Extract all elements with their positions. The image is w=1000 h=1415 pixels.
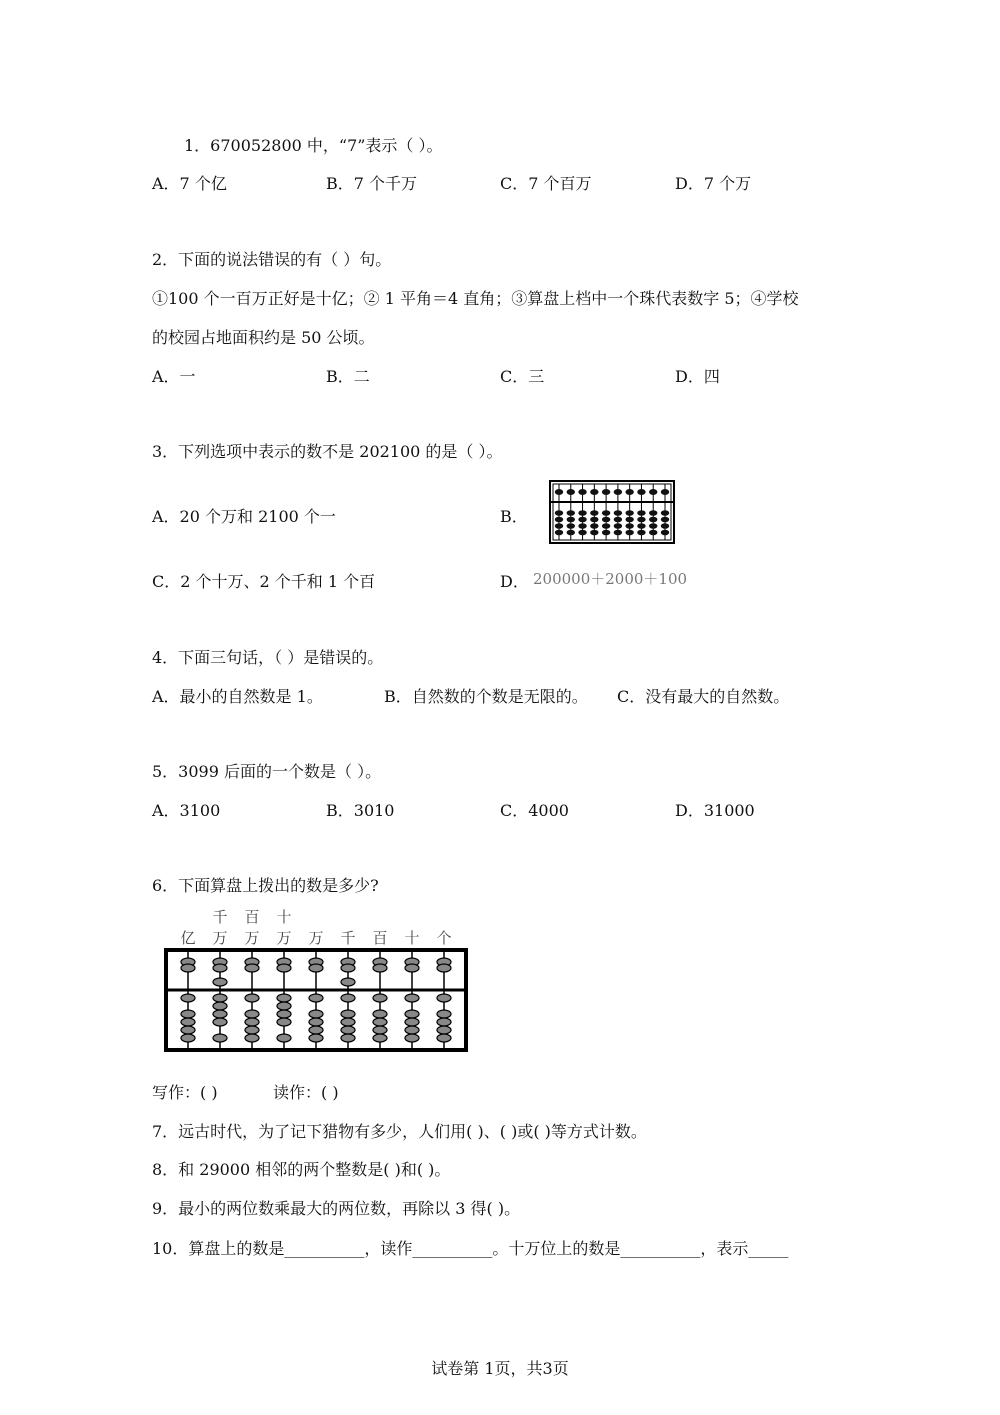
abacus-lower-bead: [405, 1034, 419, 1042]
q6-stem: 6．下面算盘上拨出的数是多少?: [152, 876, 379, 895]
abacus-upper-bead: [637, 489, 645, 495]
abacus-lower-bead: [309, 994, 323, 1002]
q3-stem: 3．下列选项中表示的数不是 202100 的是（ ）。: [152, 442, 503, 461]
abacus-lower-bead: [578, 523, 586, 529]
abacus-lower-bead: [437, 1010, 451, 1018]
abacus-lower-bead: [437, 1026, 451, 1034]
abacus-lower-bead: [309, 1034, 323, 1042]
abacus-place-label: 个: [436, 929, 452, 947]
abacus-upper-bead: [245, 964, 259, 972]
abacus-place-label: 十: [404, 929, 420, 947]
abacus-upper-bead: [341, 964, 355, 972]
q10-text: 10．算盘上的数是__________，读作__________。十万位上的数是__________，表示_____: [152, 1239, 789, 1258]
abacus-lower-bead: [590, 517, 598, 523]
q3-option-d-expression: 200000＋2000＋100: [533, 570, 688, 588]
q5-option-b[interactable]: B．3010: [326, 801, 395, 820]
q2-stem: 2．下面的说法错误的有（ ）句。: [152, 250, 392, 269]
abacus-lower-bead: [245, 1010, 259, 1018]
abacus-lower-bead: [181, 994, 195, 1002]
q2-option-c[interactable]: C．三: [500, 367, 545, 386]
q4-stem: 4．下面三句话，（ ）是错误的。: [152, 648, 384, 667]
abacus-upper-bead: [625, 489, 633, 495]
abacus-lower-bead: [245, 1026, 259, 1034]
abacus-place-label: 千: [340, 929, 356, 947]
abacus-lower-bead: [405, 1026, 419, 1034]
abacus-place-label-top: 十: [276, 908, 292, 926]
abacus-lower-bead: [649, 523, 657, 529]
abacus-lower-bead: [437, 1018, 451, 1026]
abacus-place-label: 万: [212, 929, 228, 947]
abacus-lower-bead: [405, 1010, 419, 1018]
q5-option-d[interactable]: D．31000: [675, 801, 755, 820]
abacus-lower-bead: [181, 1010, 195, 1018]
q3-abacus-image: [549, 480, 675, 544]
abacus-lower-bead: [181, 1018, 195, 1026]
q1-stem: 1．670052800 中，“7”表示（ ）。: [184, 136, 443, 155]
abacus-upper-bead: [555, 489, 563, 495]
q6-read-answer[interactable]: 读作：( ): [273, 1083, 339, 1102]
q5-option-c[interactable]: C．4000: [500, 801, 569, 820]
abacus-upper-bead: [181, 964, 195, 972]
abacus-lower-bead: [555, 530, 563, 536]
abacus-lower-bead: [277, 1010, 291, 1018]
abacus-lower-bead: [373, 1026, 387, 1034]
abacus-lower-bead: [437, 994, 451, 1002]
abacus-lower-bead: [555, 523, 563, 529]
abacus-lower-bead: [567, 517, 575, 523]
q1-option-d[interactable]: D．7 个万: [675, 174, 752, 193]
abacus-place-label-top: 百: [244, 908, 260, 926]
abacus-upper-bead: [567, 489, 575, 495]
abacus-lower-bead: [341, 1018, 355, 1026]
abacus-lower-bead: [625, 523, 633, 529]
abacus-lower-bead: [590, 523, 598, 529]
abacus-lower-bead: [405, 1018, 419, 1026]
q4-option-a[interactable]: A．最小的自然数是 1。: [152, 687, 323, 706]
abacus-lower-bead: [637, 510, 645, 516]
abacus-lower-bead: [625, 510, 633, 516]
q4-option-c[interactable]: C．没有最大的自然数。: [617, 687, 790, 706]
q3-option-b[interactable]: B．: [500, 507, 528, 526]
abacus-place-label: 亿: [180, 929, 196, 947]
abacus-lower-bead: [649, 530, 657, 536]
abacus-upper-bead: [614, 489, 622, 495]
abacus-lower-bead: [245, 1034, 259, 1042]
abacus-lower-bead: [245, 994, 259, 1002]
abacus-upper-bead: [309, 964, 323, 972]
abacus-place-label: 万: [276, 929, 292, 947]
abacus-lower-bead: [405, 994, 419, 1002]
q1-option-b[interactable]: B．7 个千万: [326, 174, 418, 193]
abacus-lower-bead: [341, 1010, 355, 1018]
abacus-lower-bead: [567, 510, 575, 516]
abacus-lower-bead: [590, 510, 598, 516]
abacus-upper-bead: [277, 964, 291, 972]
abacus-upper-bead: [661, 489, 669, 495]
abacus-small-icon: [549, 480, 675, 544]
abacus-lower-bead: [277, 1018, 291, 1026]
q6-abacus-figure: [150, 906, 480, 1056]
abacus-lower-bead: [213, 1002, 227, 1010]
q5-option-a[interactable]: A．3100: [152, 801, 221, 820]
abacus-upper-bead: [578, 489, 586, 495]
abacus-lower-bead: [373, 1018, 387, 1026]
page-footer: 试卷第 1页，共3页: [431, 1359, 569, 1378]
abacus-place-label: 万: [244, 929, 260, 947]
abacus-upper-bead: [213, 964, 227, 972]
abacus-upper-bead: [649, 489, 657, 495]
abacus-lower-bead: [437, 1034, 451, 1042]
q2-option-a[interactable]: A．一: [152, 367, 196, 386]
abacus-lower-bead: [661, 517, 669, 523]
abacus-lower-bead: [555, 517, 563, 523]
abacus-lower-bead: [309, 1010, 323, 1018]
abacus-lower-bead: [213, 1018, 227, 1026]
abacus-lower-bead: [661, 510, 669, 516]
abacus-lower-bead: [614, 517, 622, 523]
abacus-place-label-top: 千: [212, 908, 228, 926]
abacus-place-label: 百: [372, 929, 388, 947]
abacus-large-icon: [150, 906, 480, 1056]
q1-option-a[interactable]: A．7 个亿: [152, 174, 227, 193]
abacus-lower-bead: [637, 523, 645, 529]
abacus-upper-bead: [405, 964, 419, 972]
abacus-lower-bead: [614, 530, 622, 536]
abacus-lower-bead: [245, 1018, 259, 1026]
q3-option-a[interactable]: A．20 个万和 2100 个一: [152, 507, 336, 526]
abacus-lower-bead: [602, 530, 610, 536]
q6-write-answer[interactable]: 写作：( ): [152, 1083, 218, 1102]
abacus-lower-bead: [341, 1034, 355, 1042]
abacus-lower-bead: [602, 523, 610, 529]
q3-option-c[interactable]: C．2 个十万、2 个千和 1 个百: [152, 572, 376, 591]
abacus-lower-bead: [373, 994, 387, 1002]
abacus-lower-bead: [213, 1010, 227, 1018]
abacus-lower-bead: [181, 1026, 195, 1034]
abacus-lower-bead: [649, 510, 657, 516]
abacus-lower-bead: [567, 523, 575, 529]
abacus-lower-bead: [309, 1018, 323, 1026]
abacus-upper-bead: [590, 489, 598, 495]
abacus-lower-bead: [555, 510, 563, 516]
abacus-lower-bead: [602, 510, 610, 516]
abacus-lower-bead: [637, 530, 645, 536]
abacus-upper-bead: [373, 964, 387, 972]
abacus-upper-bead: [602, 489, 610, 495]
abacus-lower-bead: [309, 1026, 323, 1034]
abacus-lower-bead: [590, 530, 598, 536]
abacus-lower-bead: [625, 530, 633, 536]
abacus-lower-bead: [661, 523, 669, 529]
abacus-upper-bead: [437, 964, 451, 972]
abacus-lower-bead: [181, 1034, 195, 1042]
q2-statements-line2: 的校园占地面积约是 50 公顷。: [152, 328, 375, 347]
abacus-lower-bead: [277, 994, 291, 1002]
abacus-lower-bead: [277, 1034, 291, 1042]
q3-option-d[interactable]: D．: [500, 572, 529, 591]
abacus-lower-bead: [213, 1034, 227, 1042]
q4-option-b[interactable]: B．自然数的个数是无限的。: [384, 687, 588, 706]
abacus-lower-bead: [614, 523, 622, 529]
abacus-lower-bead: [578, 530, 586, 536]
abacus-lower-bead: [213, 994, 227, 1002]
abacus-upper-bead: [213, 978, 227, 986]
abacus-lower-bead: [625, 517, 633, 523]
q9-text: 9．最小的两位数乘最大的两位数，再除以 3 得( )。: [152, 1199, 521, 1218]
abacus-lower-bead: [661, 530, 669, 536]
abacus-lower-bead: [637, 517, 645, 523]
abacus-lower-bead: [614, 510, 622, 516]
q2-statements-line1: ①100 个一百万正好是十亿；② 1 平角＝4 直角；③算盘上档中一个珠代表数字 5；④学校: [152, 289, 799, 308]
q1-option-c[interactable]: C．7 个百万: [500, 174, 592, 193]
abacus-lower-bead: [578, 510, 586, 516]
q2-option-b[interactable]: B．二: [326, 367, 370, 386]
abacus-lower-bead: [649, 517, 657, 523]
abacus-lower-bead: [341, 1026, 355, 1034]
abacus-lower-bead: [578, 517, 586, 523]
abacus-lower-bead: [341, 994, 355, 1002]
abacus-lower-bead: [277, 1002, 291, 1010]
abacus-upper-bead: [341, 978, 355, 986]
abacus-lower-bead: [373, 1010, 387, 1018]
abacus-lower-bead: [373, 1034, 387, 1042]
abacus-lower-bead: [567, 530, 575, 536]
q7-text: 7．远古时代，为了记下猎物有多少，人们用( )、( )或( )等方式计数。: [152, 1122, 647, 1141]
abacus-place-label: 万: [308, 929, 324, 947]
q2-option-d[interactable]: D．四: [675, 367, 720, 386]
abacus-lower-bead: [602, 517, 610, 523]
q8-text: 8．和 29000 相邻的两个整数是( )和( )。: [152, 1160, 451, 1179]
q5-stem: 5．3099 后面的一个数是（ ）。: [152, 762, 382, 781]
